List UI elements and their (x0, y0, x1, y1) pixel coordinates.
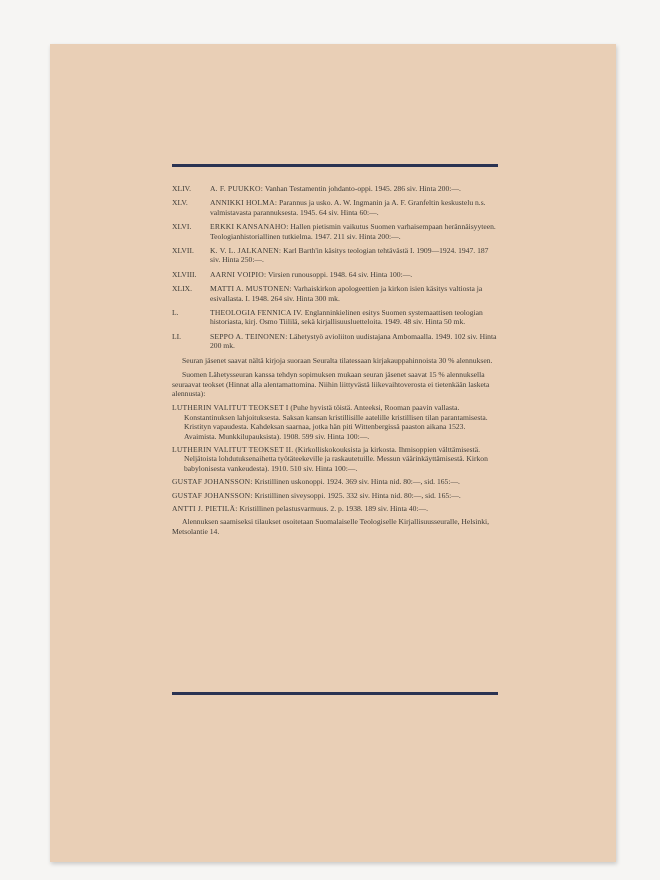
entry-number: XLVII. (172, 246, 194, 256)
list-entry (172, 308, 498, 327)
book-text: (Puhe hyvistä töistä. Anteeksi, Rooman paavin vallasta. Konstantinuksen lahjoituksesta. Saksan kansan kristillisille aatelille kristillisen tilan parantamisesta. Kristityn vapaudesta. Kahdeksan saarnaa, jotka hän piti Wittenbergissä paaston aikana 1523. Avaimista. Munkkilupauksista). 1908. 599 siv. Hinta 100:—. (184, 403, 488, 441)
book-author: LUTHERIN VALITUT TEOKSET I (172, 403, 289, 413)
book-item (172, 445, 498, 473)
book-author: GUSTAF JOHANSSON: (172, 490, 253, 500)
entry-number: XLVIII. (172, 269, 197, 279)
book-text: Kristillinen uskonoppi. 1924. 369 siv. Hinta nid. 80:—, sid. 165:—. (254, 477, 460, 487)
entry-text: Vanhan Testamentin johdanto-oppi. 1945. 286 siv. Hinta 200:—. (264, 184, 461, 193)
book-item (172, 403, 498, 441)
entry-author: K. V. L. JALKANEN: (210, 246, 282, 256)
book-item (172, 504, 498, 513)
book-author: ANTTI J. PIETILÄ: (172, 503, 238, 513)
entry-author: MATTI A. MUSTONEN: (210, 284, 292, 294)
entry-number: L. (172, 308, 179, 318)
list-entry (172, 198, 498, 217)
entry-number: XLIX. (172, 284, 193, 294)
book-back-cover (50, 44, 616, 862)
list-entry (172, 222, 498, 241)
list-entry (172, 284, 498, 303)
entry-text: Hallen pietismin vaikutus Suomen varhaisempaan herännäisyyteen. Teologianhistoriallinen tutkielma. 1947. 211 siv. Hinta 200:—. (210, 222, 496, 241)
list-entry (172, 246, 498, 265)
entry-number: LI. (172, 331, 182, 341)
publication-list (172, 184, 498, 541)
bottom-rule (172, 692, 498, 695)
entry-text: Englanninkielinen esitys Suomen systemaattisen teologian historiasta, kirj. Osmo Tiililä, sekä kirjallisuusluetteloita. 1949. 48 siv. Hinta 50 mk. (210, 308, 483, 327)
entry-text: Lähetystyö avioliiton uudistajana Ambomaalla. 1949. 102 siv. Hinta 200 mk. (210, 331, 497, 351)
entry-number: XLVI. (172, 222, 192, 232)
entry-author: SEPPO A. TEINONEN: (210, 331, 288, 341)
member-discount-note: Seuran jäsenet saavat nältä kirjoja suoraan Seuralta tilatessaan kirjakauppahinnoista 30 % alennuksen. (182, 355, 493, 365)
entry-text: Varhaiskirkon apologeettien ja kirkon isien käsitys valtiosta ja esivallasta. I. 1948. 264 siv. Hinta 300 mk. (210, 284, 483, 303)
list-entry (172, 184, 498, 193)
entry-author: THEOLOGIA FENNICA IV. (210, 308, 303, 318)
entry-author: A. F. PUUKKO: (210, 184, 264, 193)
book-item (172, 477, 498, 486)
ordering-note: Alennuksen saamiseksi tilaukset osoitetaan Suomalaiselle Teologiselle Kirjallisuusseuralle, Helsinki, Metsolantie 14. (172, 517, 490, 536)
book-author: LUTHERIN VALITUT TEOKSET II. (172, 444, 294, 454)
list-entry (172, 332, 498, 351)
list-entry (172, 270, 498, 279)
book-author: GUSTAF JOHANSSON: (172, 477, 253, 487)
book-item (172, 491, 498, 500)
entry-number: XLV. (172, 198, 188, 208)
top-rule (172, 164, 498, 167)
entry-author: AARNI VOIPIO: (210, 269, 267, 279)
mission-society-note: Suomen Lähetysseuran kanssa tehdyn sopimuksen mukaan seuran jäsenet saavat 15 % alennuksella seuraavat teokset (Hinnat alla alentamattomina. Niihin liittyvästä liikevaihtoverosta ei tietenkään lasketa alennusta): (172, 370, 490, 398)
entry-author: ERKKI KANSANAHO: (210, 222, 289, 232)
entry-text: Karl Barth'in käsitys teologian tehtävästä I. 1909—1924. 1947. 187 siv. Hinta 250:—. (210, 246, 489, 265)
entry-text: Virsien runousoppi. 1948. 64 siv. Hinta 100:—. (268, 269, 413, 279)
book-text: (Kirkolliskokouksista ja kirkosta. Ihmisoppien välttämisestä. Neljätoista lohdutuksenaihetta työtäteekeville ja raskautetuille. Messun väärinkäyttämisestä. Kirkon babylonisesta vankeudesta). 1910. 510 siv. Hinta 100:—. (184, 444, 488, 473)
entry-number: XLIV. (172, 184, 192, 193)
entry-text: Parannus ja usko. A. W. Ingmanin ja A. F. Granfeltin keskustelu n.s. valmistavasta parannuksesta. 1945. 64 siv. Hinta 60:—. (210, 198, 486, 217)
book-text: Kristillinen pelastusvarmuus. 2. p. 1938. 189 siv. Hinta 40:—. (239, 503, 429, 513)
entry-author: ANNIKKI HOLMA: (210, 198, 278, 208)
book-text: Kristillinen siveysoppi. 1925. 332 siv. Hinta nid. 80:—, sid. 165:—. (254, 490, 461, 500)
